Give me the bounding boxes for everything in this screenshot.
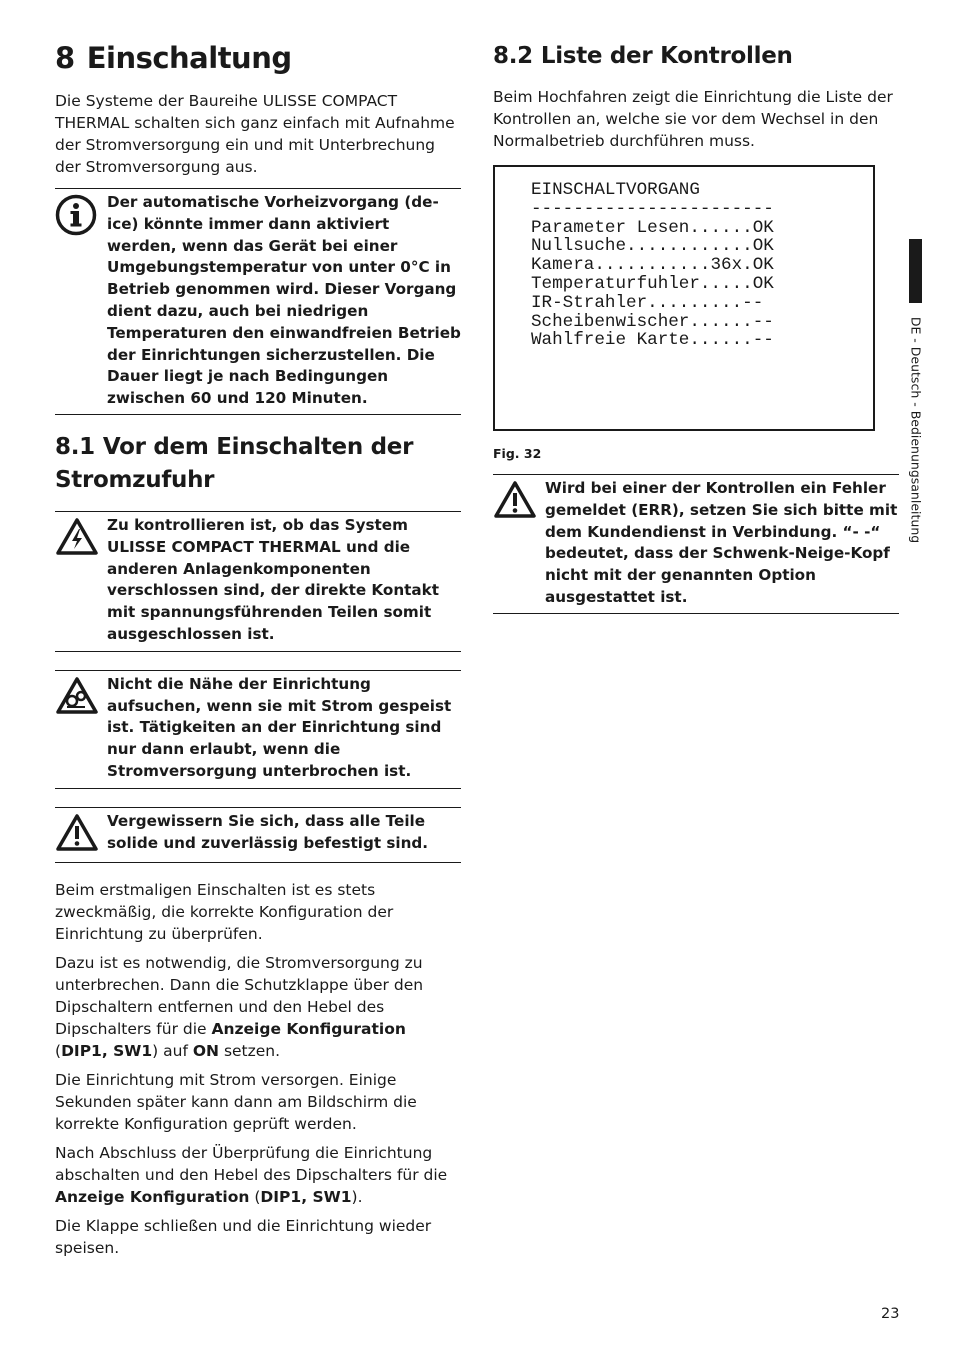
terminal-line: IR-Strahler.........--	[531, 292, 764, 313]
page-number: 23	[881, 1306, 900, 1322]
figure-caption: Fig. 32	[493, 446, 542, 461]
section-8-intro: Die Systeme der Baureihe ULISSE COMPACT THERMAL schalten sich ganz einfach mit Aufnahme der Stromversorgung ein und mit Unterbrechung der Stromversorgung aus.	[55, 92, 455, 176]
bold-run: DIP1, SW1	[260, 1187, 352, 1206]
bold-run: DIP1, SW1	[61, 1041, 153, 1060]
text-run: (	[55, 1041, 62, 1060]
electric-warning-text: Zu kontrollieren ist, ob das System ULISSE COMPACT THERMAL und die anderen Anlagenkomponenten verschlossen sind, der direkte Kontakt mit spannungsführenden Teilen somit ausgeschlossen ist.	[107, 515, 440, 643]
moving-parts-warning-text: Nicht die Nähe der Einrichtung aufsuchen, wenn sie mit Strom gespeist ist. Tätigkeiten an der Einrichtung sind nur dann erlaubt, wenn die Stromversorgung unterbrochen ist.	[107, 674, 452, 780]
moving-parts-hazard-icon	[55, 674, 107, 783]
left-column	[55, 38, 461, 1266]
section-8-1-title-line1: Vor dem Einschalten der	[102, 433, 414, 460]
side-language-label: DE - Deutsch - Bedienungsanleitung	[908, 316, 924, 544]
warning-icon	[55, 811, 107, 857]
language-tab-marker	[909, 239, 922, 303]
text-run: (	[249, 1187, 261, 1206]
electric-hazard-icon	[55, 515, 107, 646]
paragraph-first-startup: Beim erstmaligen Einschalten ist es stets zweckmäßig, die korrekte Konfiguration der Einrichtung zu überprüfen.	[55, 880, 394, 943]
error-warning-text: Wird bei einer der Kontrollen ein Fehler gemeldet (ERR), setzen Sie sich bitte mit dem Kundendienst in Verbindung. “- -“ bedeutet, dass der Schwenk-Neige-Kopf nicht mit der genannten Option ausgestattet ist.	[545, 479, 898, 606]
section-8-1-title-line2: Stromzufuhr	[55, 466, 215, 493]
warning-icon	[493, 478, 545, 609]
section-8-2-intro: Beim Hochfahren zeigt die Einrichtung die Liste der Kontrollen an, welche sie vor dem Wechsel in den Normalbetrieb durchführen muss.	[493, 88, 893, 150]
terminal-line: Kamera...........36x.OK	[531, 255, 774, 276]
paragraph-dip-switch-on	[55, 952, 461, 1062]
info-icon	[55, 192, 107, 410]
terminal-line: Parameter Lesen......OK	[531, 217, 774, 238]
terminal-line: -----------------------	[531, 198, 774, 219]
bold-run: Anzeige Konfiguration	[55, 1187, 250, 1206]
paragraph-power-on: Die Einrichtung mit Strom versorgen. Einige Sekunden später kann dann am Bildschirm die korrekte Konfiguration geprüft werden.	[55, 1070, 417, 1133]
info-notice-text: Der automatische Vorheizvorgang (de-ice) könnte immer dann aktiviert werden, wenn das Gerät bei einer Umgebungstemperatur von unter 0°C in Betrieb genommen wird. Dieser Vorgang dient dazu, auch bei niedrigen Temperaturen den einwandfreien Betrieb der Einrichtungen sicherzustellen. Die Dauer liegt je nach Bedingungen zwischen 60 und 120 Minuten.	[107, 193, 461, 408]
section-8-title: Einschaltung	[86, 41, 292, 75]
general-warning-notice	[55, 807, 461, 863]
text-run: setzen.	[219, 1041, 281, 1060]
bold-run: ON	[192, 1041, 220, 1060]
paragraph-after-check	[55, 1142, 461, 1208]
terminal-line: Scheibenwischer......--	[531, 311, 774, 332]
text-run: ) auf	[152, 1041, 193, 1060]
error-warning-notice	[493, 474, 899, 614]
section-8-number: 8	[55, 41, 75, 75]
text-run: ).	[351, 1187, 363, 1206]
section-8-2-title: Liste der Kontrollen	[540, 43, 793, 69]
section-8-heading	[55, 38, 461, 78]
terminal-line: Wahlfreie Karte......--	[531, 330, 774, 351]
general-warning-text: Vergewissern Sie sich, dass alle Teile solide und zuverlässig befestigt sind.	[107, 811, 429, 852]
text-run: Nach Abschluss der Überprüfung die Einrichtung abschalten und den Hebel des Dipschalters für die	[55, 1143, 448, 1184]
terminal-line: EINSCHALTVORGANG	[531, 180, 700, 200]
section-8-2-number: 8.2	[493, 43, 533, 69]
right-column	[493, 38, 899, 614]
startup-checks-screen	[493, 165, 875, 431]
electric-warning-notice	[55, 511, 461, 652]
terminal-line: Nullsuche............OK	[531, 236, 774, 257]
section-8-1-number: 8.1	[55, 433, 95, 460]
bold-run: Anzeige Konfiguration	[211, 1019, 406, 1038]
info-notice	[55, 188, 461, 415]
section-8-2-heading	[493, 38, 899, 74]
terminal-line: Temperaturfuhler.....OK	[531, 273, 774, 294]
section-8-1-heading	[55, 431, 461, 497]
paragraph-close-flap: Die Klappe schließen und die Einrichtung wieder speisen.	[55, 1216, 432, 1257]
text-run: Dazu ist es notwendig, die Stromversorgung zu unterbrechen. Dann die Schutzklappe über den Dipschaltern entfernen und den Hebel des Dipschalters für die	[55, 953, 424, 1038]
moving-parts-warning-notice	[55, 670, 461, 789]
